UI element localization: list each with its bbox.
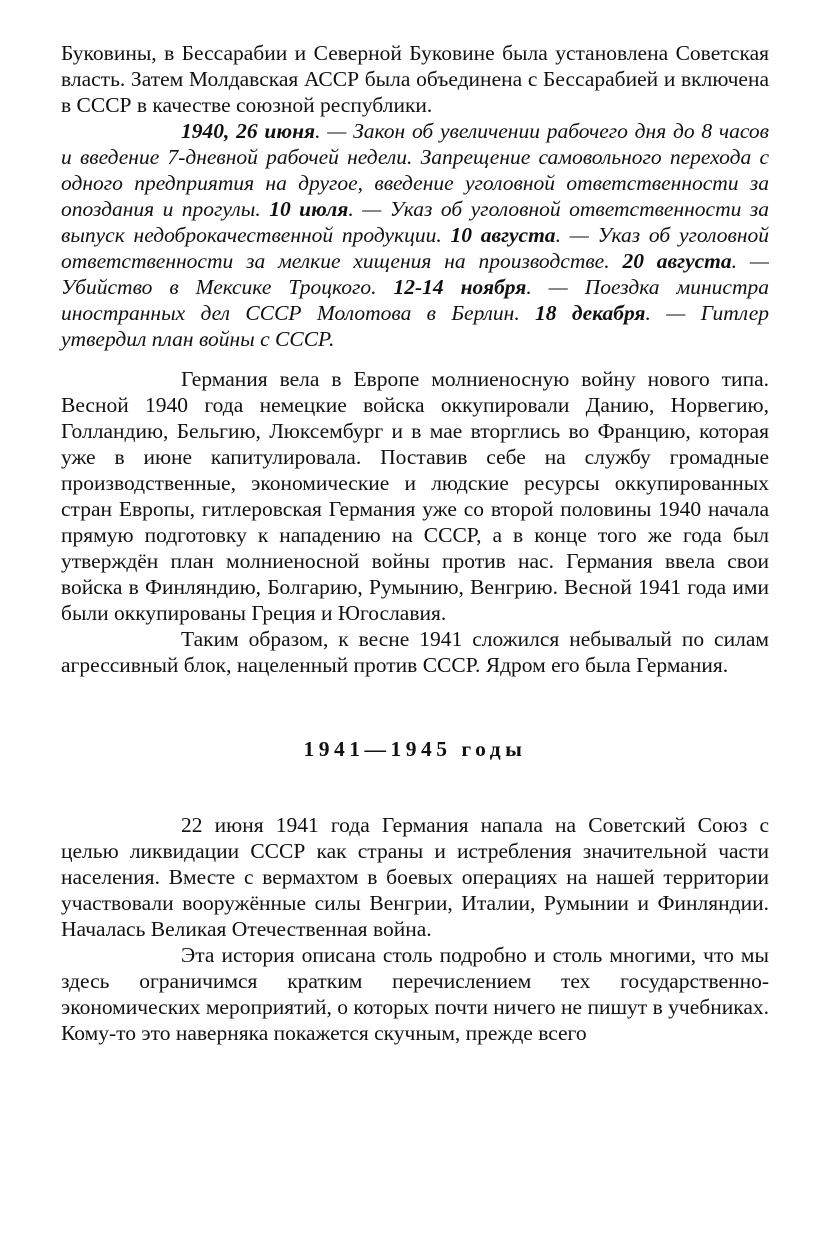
- chronicle-text: . — Закон об увеличении рабочего дня до 8 часов и введение 7-дневной рабочей недели. Запрещение самовольного перехода с одного предприятия на другое, введение уголовной ответственности за опоздания и прогулы.: [61, 119, 769, 221]
- chronicle-text: . — Указ об уголовной ответственности за выпуск недоброкачественной продукции.: [61, 197, 769, 247]
- chronicle-date: 20 августа: [622, 249, 732, 273]
- chronicle-date: 10 августа: [450, 223, 556, 247]
- chronicle-1940: [61, 118, 769, 352]
- chronicle-date: 12-14 ноября: [393, 275, 527, 299]
- chronicle-text: . — Указ об уголовной ответственности за мелкие хищения на производстве.: [61, 223, 769, 273]
- spacer: [61, 762, 769, 812]
- chronicle-text: . — Убийство в Мексике Троцкого.: [61, 249, 769, 299]
- paragraph-bukovina: Буковины, в Бессарабии и Северной Буковине была установлена Советская власть. Затем Молдавская АССР была объединена с Бессарабией и включена в СССР в качестве союзной республики.: [61, 41, 769, 117]
- document-page: [61, 40, 769, 1046]
- paragraph-history: Эта история описана столь подробно и столь многими, что мы здесь ограничимся кратким перечислением тех государственно-экономических мероприятий, о которых почти ничего не пишут в учебниках. Кому-то это наверняка покажется скучным, прежде всего: [61, 943, 769, 1045]
- chronicle-text: . — Гитлер утвердил план войны с СССР.: [61, 301, 770, 351]
- chronicle-date: 18 декабря: [535, 301, 646, 325]
- paragraph-june-22: 22 июня 1941 года Германия напала на Советский Союз с целью ликвидации СССР как страны и истребления значительной части населения. Вместе с вермахтом в боевых операциях на нашей территории участвовали вооружённые силы Венгрии, Италии, Румынии и Финляндии. Началась Великая Отечественная война.: [61, 813, 769, 941]
- section-heading: 1941—1945 годы: [303, 737, 527, 761]
- paragraph-aggressive-bloc: Таким образом, к весне 1941 сложился небывалый по силам агрессивный блок, нацеленный против СССР. Ядром его была Германия.: [61, 627, 769, 677]
- chronicle-date: 1940, 26 июня: [181, 119, 316, 143]
- chronicle-text: . — Поездка министра иностранных дел СССР Молотова в Берлин.: [61, 275, 769, 325]
- paragraph-germany-blitzkrieg: Германия вела в Европе молниеносную войну нового типа. Весной 1940 года немецкие войска оккупировали Данию, Норвегию, Голландию, Бельгию, Люксембург и в мае вторглись во Францию, которая уже в июне капитулировала. Поставив себе на службу громадные производственные, экономические и людские ресурсы оккупированных стран Европы, гитлеровская Германия уже со второй половины 1940 начала прямую подготовку к нападению на СССР, а в конце того же года был утверждён план молниеносной войны против нас. Германия ввела свои войска в Финляндию, Болгарию, Румынию, Венгрию. Весной 1941 года ими были оккупированы Греция и Югославия.: [61, 367, 769, 625]
- chronicle-date: 10 июля: [269, 197, 349, 221]
